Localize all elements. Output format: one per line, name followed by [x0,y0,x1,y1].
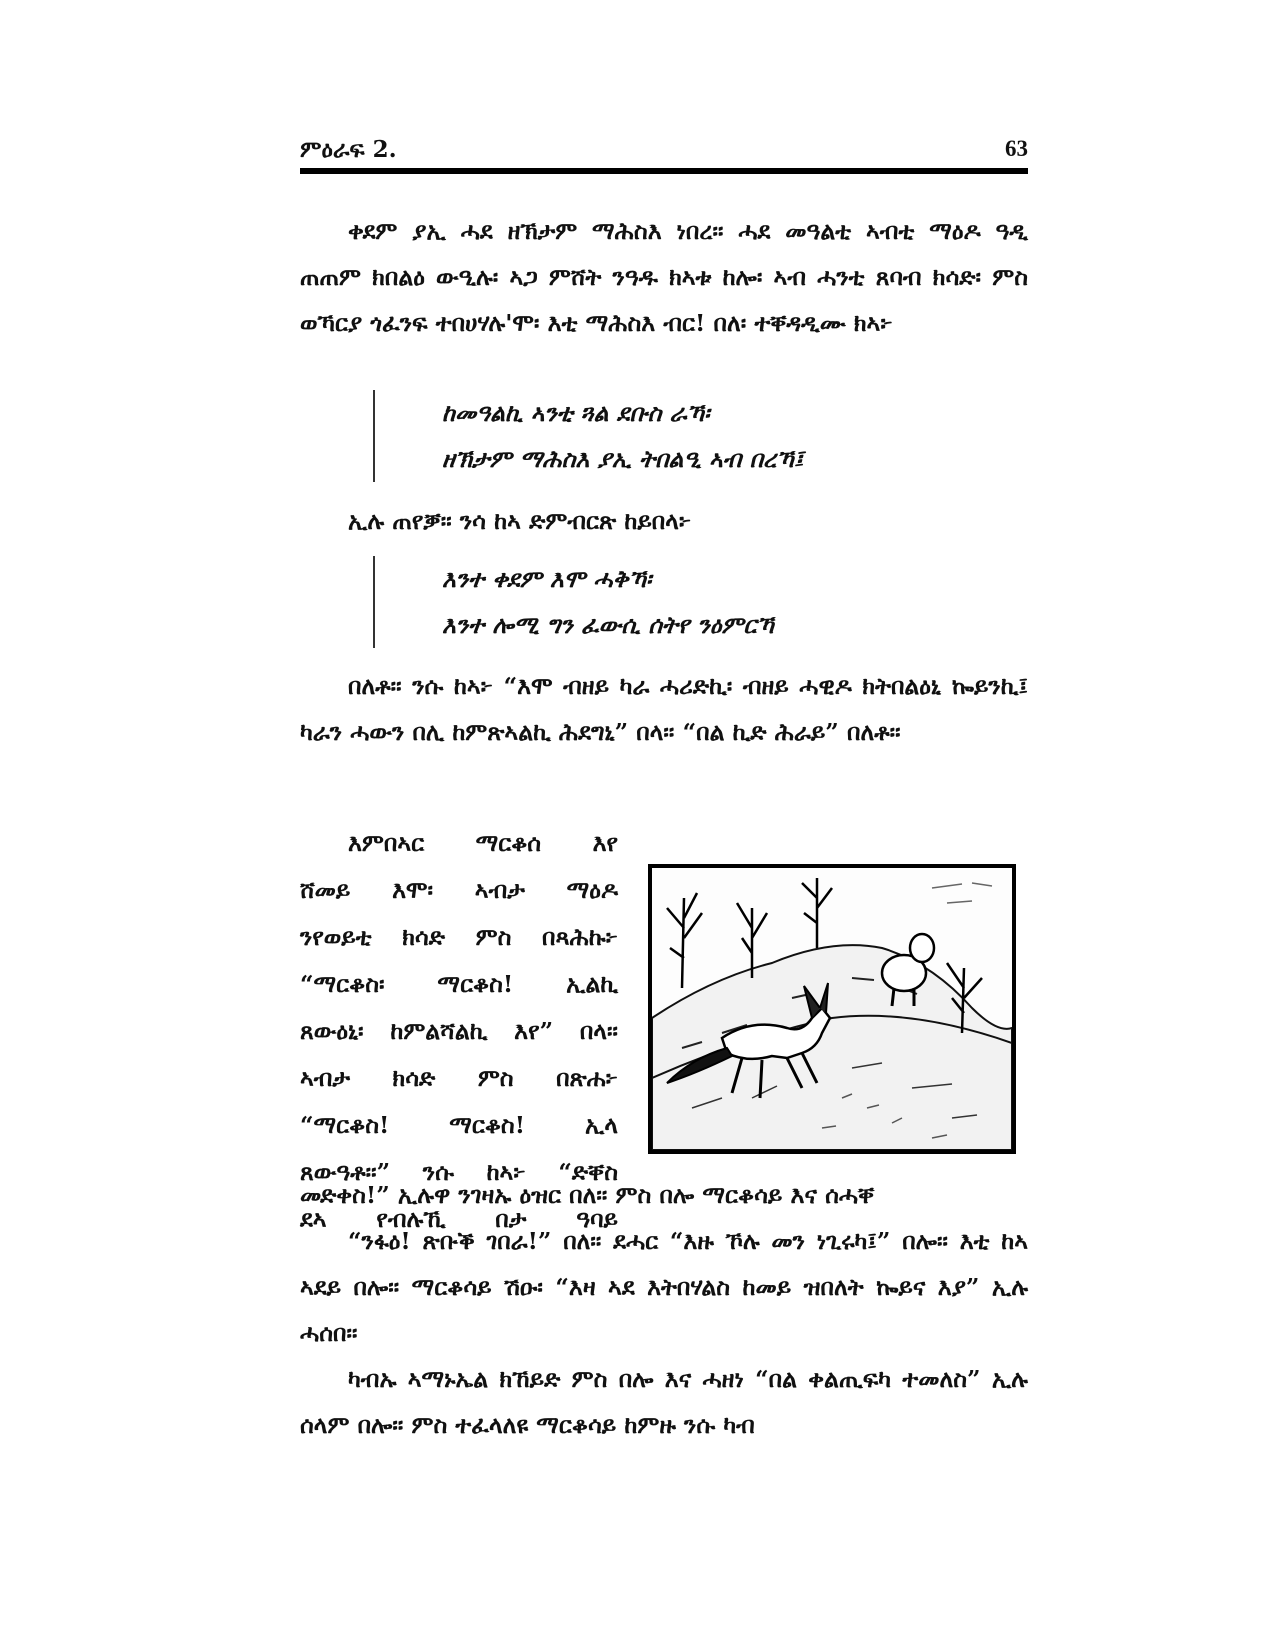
verse-1 [373,390,803,482]
illustration-drawing [652,868,1012,1150]
header-rule [300,168,1028,174]
verse-2 [373,556,774,648]
paragraph-1: ቀደም ያኢ ሓደ ዘኽታም ማሕስእ ነበረ። ሓደ መዓልቲ ኣብቲ ማዕዶ ዓዲ ጠጠም ክበልዕ ውዒሉ፡ ኣጋ ምሸት ንዓዱ ክኣቱ ከሎ፡ ኣብ ሓንቲ ጸባብ ክሳድ፡ ምስ ወኻርያ ጎፈንፍ ተበሀሃሉ'ሞ፡ እቲ ማሕስእ ብር! በለ፡ ተቐዳዲሙ ክኣ፦ [300,217,1028,337]
paragraph-4-line: ጸውዕኒ፡ ከምልሻልኪ እየ” በላ። [300,1017,618,1045]
paragraph-4-continued: መድቀስ!” ኢሉዋ ንገዛኡ ዕዝር በለ። ምስ በሎ ማርቆሳይ እና ሰሓቐ [300,1181,875,1209]
paragraph-4-line: “ማርቆስ! ማርቆስ! ኢላ [300,1111,618,1139]
paragraph-4-line: ሸመይ እሞ፡ ኣብታ ማዕዶ [300,876,618,904]
verse-2-line-1: እንተ ቀደም እሞ ሓቅኻ፡ [442,565,652,593]
page-number: 63 [1005,136,1028,161]
fox-and-sheep-illustration [648,864,1016,1154]
paragraph-6: ካብኡ ኣማኑኤል ክኸይድ ምስ በሎ እና ሓዘነ “በል ቀልጢፍካ ተመለስ” ኢሉ ሰላም በሎ። ምስ ተፈላለዩ ማርቆሳይ ከምዙ ንሱ ካብ [300,1365,1028,1439]
paragraph-4-line: ጸውዓቶ።” ንሱ ከኣ፦ “ድቐስ [300,1158,618,1186]
paragraph-4-line: እምበኣር ማርቆሰ እየ [348,829,618,857]
paragraph-4-line: ኣብታ ክሳድ ምስ በጽሐ፦ [300,1064,618,1092]
paragraph-2: ኢሉ ጠየቓ። ንሳ ከኣ ድምብርጽ ከይበላ፦ [348,507,692,535]
paragraph-5: “ንፋዕ! ጽቡቕ ገበራ!” በለ። ደሓር “እዙ ኾሉ መን ነጊሩካ፤” በሎ። እቲ ከኣ ኣደይ በሎ። ማርቆሳይ ሽዑ፡ “እዛ ኣደ እትበሃልስ ከመይ ዝበለት ኰይና እያ” ኢሉ ሓሰበ። [300,1227,1028,1347]
verse-1-line-2: ዘኽታም ማሕስእ ያኢ ትበልዒ ኣብ በረኻ፤ [442,445,804,473]
chapter-heading: ምዕራፍ 2. [300,136,397,163]
paragraph-4-line: ደኣ የብሉኺ በታ ዓባይ [300,1205,618,1233]
verse-1-line-1: ከመዓልኪ ኣንቲ ጓል ደቡስ ራኻ፡ [442,399,710,427]
verse-2-line-2: እንተ ሎሚ ግን ፈውሲ ሰትየ ንዕምርኻ [442,611,774,639]
paragraph-3: በለቶ። ንሱ ከኣ፦ “እሞ ብዘይ ካራ ሓሪድኪ፡ ብዘይ ሓዊዶ ክትበልዕኒ ኰይንኪ፤ ካራን ሓውን በሊ ከምጽኣልኪ ሕደግኒ” በላ። “በል ኪድ ሕራይ” በለቶ። [300,672,1028,746]
paragraph-4-line: ንየወይቲ ክሳድ ምስ በጻሕኩ፦ [300,923,618,951]
page-header [300,128,1028,168]
paragraph-4-line: “ማርቆስ፡ ማርቆስ! ኢልኪ [300,970,618,998]
